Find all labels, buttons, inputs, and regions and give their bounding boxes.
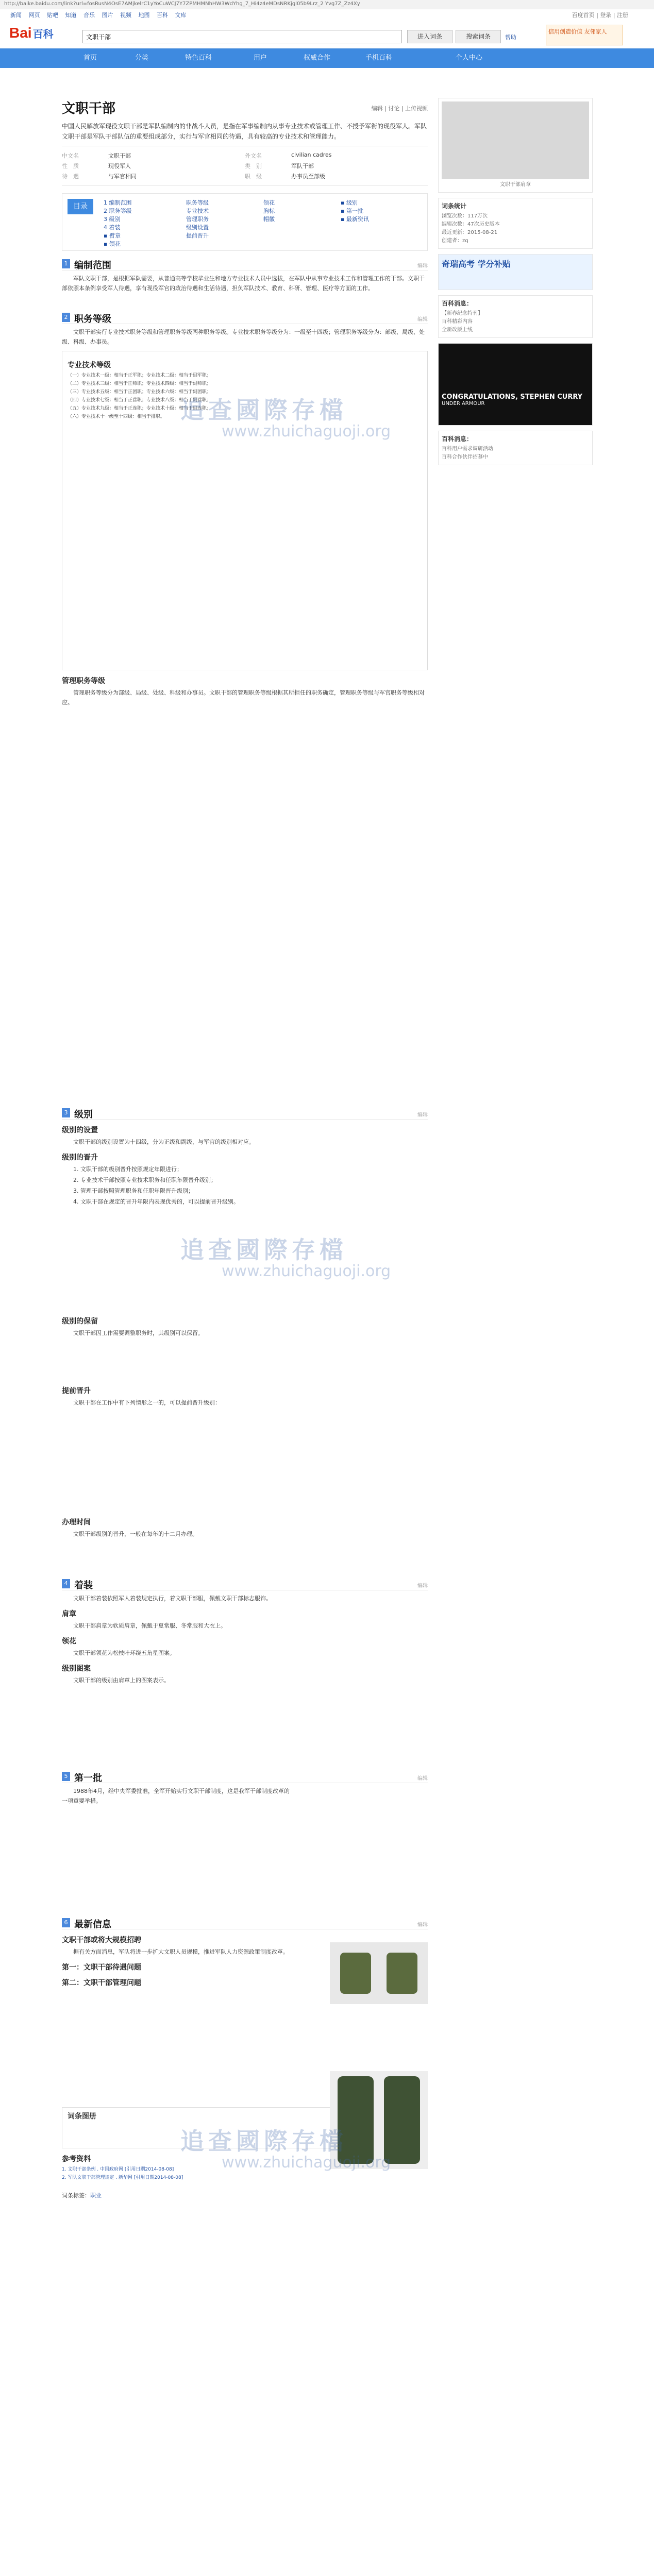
subheading: 管理职务等级 (62, 677, 105, 685)
summary-card: 文职干部肩章 (438, 98, 593, 193)
catalog-item[interactable]: 提前晋升 (186, 232, 209, 239)
page-title: 文职干部 (62, 101, 116, 116)
watermark: www.zhuichaguoji.org (222, 1262, 391, 1280)
top-ad[interactable]: 信用创造价值 友邻家人 (546, 25, 623, 45)
catalog-col (186, 199, 209, 240)
epaulette-image (330, 1942, 428, 2004)
edit-link[interactable]: 编辑 (417, 1583, 428, 1589)
subheading: 级别的设置 (62, 1126, 98, 1134)
article-lead: 中国人民解放军现役文职干部是军队编制内的非战斗人员，是指在军事编制内从事专业技术或管理工作、不授予军衔的现役军人。军队文职干部是军队干部队伍的重要组成部分，实行与军官相同的待遇，具有较高的专业技术和管理能力。 (62, 123, 427, 140)
paragraph: 文职干部实行专业技术职务等级和管理职务等级两种职务等级。专业技术职务等级分为：一级至十四级；管理职务等级分为：部级、局级、处级、科级、办事员。 (62, 329, 425, 345)
topnav-item[interactable]: 贴吧 (47, 12, 58, 19)
topnav-item[interactable]: 视频 (120, 12, 131, 19)
side-news2: 百科消息： 百科用户需求调研活动 百科合作伙伴招募中 (438, 431, 593, 465)
paragraph: 文职干部着装依照军人着装规定执行，着文职干部服，佩戴文职干部标志服饰。 (73, 1595, 272, 1602)
stats-card: 词条统计 浏览次数：117万次 编辑次数：47次历史版本 最近更新：2015-08-21 创建者：zq (438, 198, 593, 249)
nav-item[interactable]: 首页 (83, 54, 97, 62)
subheading: 领花 (62, 1637, 76, 1646)
paragraph: 文职干部的级别由肩章上的图案表示。 (73, 1677, 170, 1684)
basic-row: 职 级 办事员至部级 (245, 173, 325, 180)
basic-row: 外文名 civilian cadres (245, 151, 332, 159)
nav-item[interactable]: 分类 (135, 54, 148, 62)
article-actions[interactable]: 编辑 | 讨论 | 上传视频 (371, 105, 428, 112)
basic-row: 待 遇 与军官相同 (62, 173, 137, 180)
catalog-item[interactable]: 4 着装 (104, 224, 121, 231)
paragraph: 文职干部因工作需要调整职务时，其级别可以保留。 (73, 1330, 204, 1336)
basic-row: 中文名 文职干部 (62, 152, 131, 159)
topnav-item[interactable]: 文库 (175, 12, 187, 19)
list-item: （三）专业技术五级：相当于正团职；专业技术六级：相当于副团职； (68, 389, 212, 395)
section-heading: 1 编制范围 编辑 (62, 258, 428, 270)
subheading: 第二：文职干部管理问题 (62, 1979, 141, 1987)
watermark: www.zhuichaguoji.org (222, 422, 391, 440)
search-box[interactable] (82, 30, 402, 43)
topnav-item[interactable]: 音乐 (83, 12, 95, 19)
edit-link[interactable]: 编辑 (417, 1112, 428, 1118)
catalog-tag: 目录 (68, 199, 93, 214)
reference-item[interactable]: 1. 文职干部条例 . 中国政府网 [引用日期2014-08-08] (62, 2167, 174, 2172)
topnav-item[interactable]: 地图 (138, 12, 150, 19)
section-heading: 5 第一批 编辑 (62, 1771, 428, 1783)
subheading: 办理时间 (62, 1518, 91, 1527)
subheading: 提前晋升 (62, 1387, 91, 1395)
paragraph: 据有关方面消息，军队将进一步扩大文职人员规模，推进军队人力资源政策制度改革。 (73, 1948, 289, 1955)
topnav-item[interactable]: 图片 (102, 12, 113, 19)
catalog-item[interactable]: ▪ 领花 (104, 241, 121, 247)
help-link[interactable]: 帮助 (505, 34, 516, 41)
side-ad[interactable]: 奇瑞高考 学分补贴 (438, 254, 593, 290)
nav-item-personal[interactable]: 个人中心 (455, 54, 482, 62)
topnav-item[interactable]: 知道 (65, 12, 77, 19)
catalog-item[interactable]: 帽徽 (263, 216, 275, 223)
catalog-item[interactable]: 2 职务等级 (104, 208, 132, 214)
catalog-item[interactable]: ▪ 级别 (341, 199, 358, 206)
paragraph: 文职干部的级别设置为十四级，分为正级和副级，与军官的级别相对应。 (73, 1139, 255, 1145)
list-item: （一）专业技术一级：相当于正军职；专业技术二级：相当于副军职； (68, 373, 212, 378)
enter-entry-button[interactable]: 进入词条 (407, 30, 452, 43)
nav-item[interactable]: 手机百科 (365, 54, 392, 62)
watermark: 追查國際存檔 (180, 2127, 347, 2155)
paragraph: 3. 管理干部按照管理职务和任职年限晋升级别； (73, 1188, 194, 1194)
main-nav (0, 48, 654, 68)
subheading: 文职干部或将大规模招聘 (62, 1936, 141, 1944)
watermark: 追查國際存檔 (180, 396, 347, 424)
nav-item[interactable]: 权威合作 (303, 54, 330, 62)
topnav-item[interactable]: 网页 (28, 12, 40, 19)
section-heading: 2 职务等级 编辑 (62, 312, 428, 324)
subheading: 肩章 (62, 1610, 76, 1618)
baidu-logo[interactable]: Bai 百科 (9, 25, 54, 41)
section-heading: 6 最新信息 编辑 (62, 1917, 428, 1929)
paragraph: 4. 文职干部在规定的晋升年限内表现优秀的，可以提前晋升级别。 (73, 1198, 239, 1205)
tag-link[interactable]: 职业 (90, 2192, 102, 2199)
edit-link[interactable]: 编辑 (417, 1922, 428, 1928)
paragraph: 文职干部级别的晋升，一般在每年的十二月办理。 (73, 1531, 198, 1537)
topnav-item[interactable]: 百科 (157, 12, 168, 19)
basic-row: 类 别 军队干部 (245, 163, 314, 170)
nav-item[interactable]: 特色百科 (185, 54, 212, 62)
list-item: （二）专业技术三级：相当于正师职；专业技术四级：相当于副师职； (68, 381, 212, 386)
edit-link[interactable]: 编辑 (417, 317, 428, 323)
browser-url[interactable]: http://baike.baidu.com/link?url=fosRusN4OsE7AMjkelrC1yYoCuWCJ7Y7ZPMHMNhHW3WdYhg_7_Hi4z4eMDsNRKjgl05b9Lrz_2 Yvg7Z_Zz4Xy (0, 0, 654, 9)
list-item: （四）专业技术七级：相当于正营职；专业技术八级：相当于副营职； (68, 398, 212, 403)
paragraph: 管理职务等级分为部级、局级、处级、科级和办事员。文职干部的管理职务等级根据其所担任的职务确定，管理职务等级与军官职务等级相对应。 (62, 689, 425, 706)
references-title: 参考资料 (62, 2155, 91, 2163)
list-item: （五）专业技术九级：相当于正连职；专业技术十级：相当于副连职； (68, 406, 212, 411)
basic-info (62, 146, 428, 186)
subheading: 专业技术等级 (68, 361, 111, 369)
catalog-col (341, 199, 369, 224)
catalog-item[interactable]: ▪ 臂章 (104, 232, 121, 239)
paragraph: 1. 文职干部的级别晋升按照规定年限进行； (73, 1166, 182, 1173)
catalog (62, 193, 428, 251)
tags: 词条标签：职业 (62, 2192, 102, 2199)
search-input[interactable] (83, 30, 401, 43)
edit-link[interactable]: 编辑 (417, 1776, 428, 1782)
catalog-item[interactable]: 胸标 (263, 208, 275, 214)
catalog-item[interactable]: ▪ 第一批 (341, 208, 363, 214)
summary-image[interactable] (442, 101, 589, 179)
watermark: 追查國際存檔 (180, 1236, 347, 1264)
basic-row: 性 质 现役军人 (62, 163, 131, 170)
paragraph: 军队文职干部，是根据军队需要，从普通高等学校毕业生和地方专业技术人员中选拔，在军队中从事专业技术工作和管理工作的干部。文职干部依照本条例享受军人待遇，享有现役军官的政治待遇和生活待遇，担负军队技术、教育、科研、管理、医疗等方面的工作。 (62, 275, 425, 292)
subheading: 级别的保留 (62, 1317, 98, 1326)
edit-link[interactable]: 编辑 (417, 263, 428, 269)
catalog-col (104, 199, 132, 248)
nav-item[interactable]: 用户 (253, 54, 267, 62)
catalog-col (263, 199, 275, 224)
search-entry-button[interactable]: 搜索词条 (456, 30, 501, 43)
catalog-item[interactable]: 职务等级 (186, 199, 209, 206)
paragraph: 1988年4月，经中央军委批准，全军开始实行文职干部制度，这是我军干部制度改革的一项重要举措。 (62, 1788, 290, 1804)
search-row (0, 20, 654, 48)
subheading: 第一：文职干部待遇问题 (62, 1963, 141, 1972)
watermark: www.zhuichaguoji.org (222, 2154, 391, 2172)
sport-ad[interactable]: CONGRATULATIONS, STEPHEN CURRY UNDER ARMOUR (438, 343, 593, 426)
topnav-right[interactable]: 百度首页 | 登录 | 注册 (572, 12, 628, 19)
section-heading: 3 级别 编辑 (62, 1107, 428, 1120)
paragraph: 文职干部领花为松枝叶环绕五角星图案。 (73, 1650, 175, 1656)
paragraph: 文职干部在工作中有下列情形之一的，可以提前晋升级别： (73, 1399, 221, 1406)
sidebar (438, 98, 593, 470)
subheading: 级别图案 (62, 1665, 91, 1673)
section-heading: 4 着装 编辑 (62, 1578, 428, 1590)
catalog-item[interactable]: 管理职务 (186, 216, 209, 223)
catalog-item[interactable]: ▪ 最新资讯 (341, 216, 369, 223)
subheading: 级别的晋升 (62, 1154, 98, 1162)
reference-item[interactable]: 2. 军队文职干部管理规定 . 新华网 [引用日期2014-08-08] (62, 2175, 183, 2180)
side-news: 百科消息： 【新春纪念特刊】 百科精彩内容 全新改版上线 (438, 295, 593, 338)
paragraph: 2. 专业技术干部按照专业技术职务和任职年限晋升级别； (73, 1177, 216, 1183)
catalog-item[interactable]: 3 级别 (104, 216, 121, 223)
gallery: 词条图册 (62, 2107, 428, 2148)
list-item: （六）专业技术十一级至十四级：相当于排职。 (68, 414, 165, 419)
topnav-item[interactable]: 新闻 (10, 12, 22, 19)
top-nav (0, 9, 654, 20)
catalog-item[interactable]: 级别设置 (186, 224, 209, 231)
catalog-item[interactable]: 领花 (263, 199, 275, 206)
catalog-item[interactable]: 专业技术 (186, 208, 209, 214)
catalog-item[interactable]: 1 编制范围 (104, 199, 132, 206)
paragraph: 文职干部肩章为软质肩章，佩戴于夏常服、冬常服和大衣上。 (73, 1622, 226, 1629)
